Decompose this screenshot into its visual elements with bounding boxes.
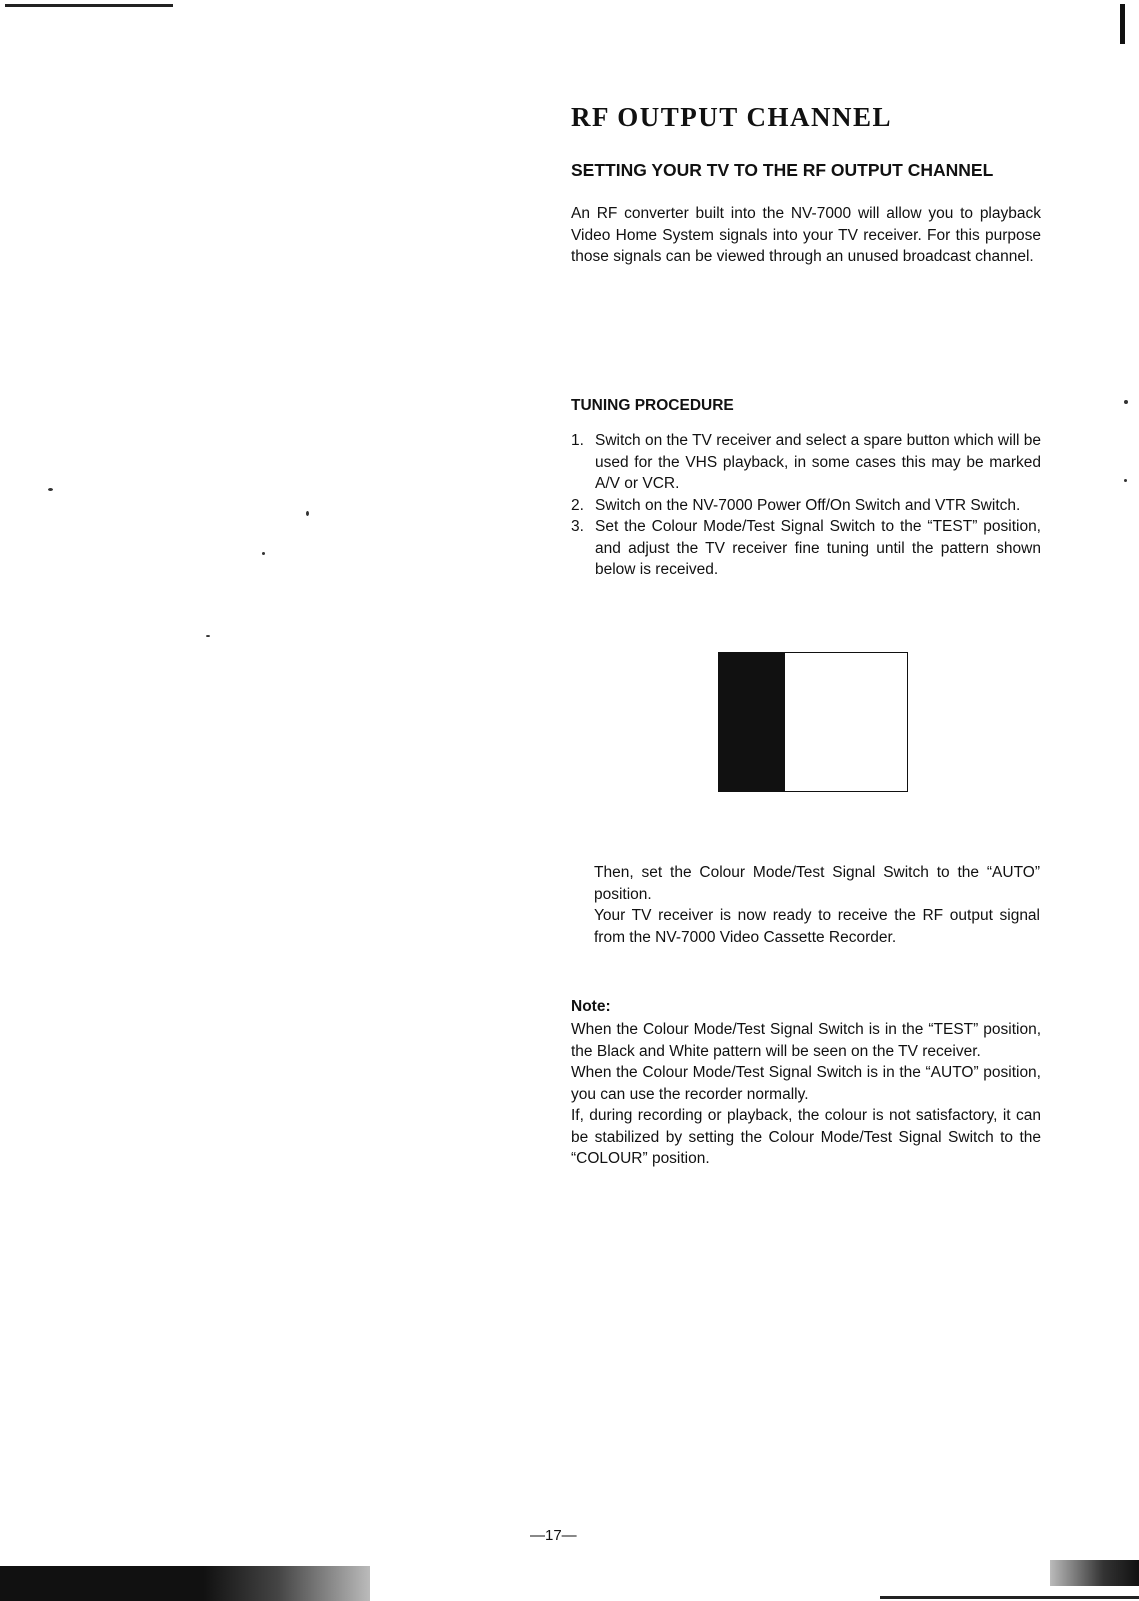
- step-number: 1.: [571, 432, 584, 449]
- scan-top-rule: [5, 4, 173, 7]
- list-item: [571, 516, 1041, 581]
- note-heading: Note:: [571, 998, 611, 1015]
- list-item: [571, 495, 1041, 517]
- test-pattern-figure: [718, 652, 908, 792]
- test-pattern-black-band: [719, 653, 785, 791]
- step-text: Switch on the TV receiver and select a spare button which will be used for the VHS playback, in some cases this may be marked A/V or VCR.: [595, 432, 1042, 492]
- intro-paragraph: An RF converter built into the NV-7000 will allow you to playback Video Home System signals into your TV receiver. For this purpose those signals can be viewed through an unused broadcast channel.: [571, 205, 1041, 265]
- step-number: 2.: [571, 496, 584, 514]
- step-text: Switch on the NV-7000 Power Off/On Switch and VTR Switch.: [595, 496, 1021, 514]
- page-number: —17—: [530, 1527, 577, 1544]
- scan-bottom-band: [0, 1566, 370, 1601]
- tuning-steps-list: [571, 430, 1041, 581]
- after-pattern-paragraph: Then, set the Colour Mode/Test Signal Switch to the “AUTO” position.: [594, 864, 1040, 903]
- step-number: 3.: [571, 518, 584, 535]
- after-pattern-paragraph: Your TV receiver is now ready to receive the RF output signal from the NV-7000 Video Cassette Recorder.: [594, 907, 1040, 946]
- scan-speck: [306, 511, 309, 516]
- step-text: Set the Colour Mode/Test Signal Switch to the “TEST” position, and adjust the TV receiver fine tuning until the pattern shown below is received.: [595, 518, 1041, 578]
- scan-bottom-band-right: [1050, 1560, 1139, 1586]
- scan-corner-bar: [1120, 4, 1125, 44]
- note-paragraph: If, during recording or playback, the colour is not satisfactory, it can be stabilized by setting the Colour Mode/Test Signal Switch to the “COLOUR” position.: [571, 1107, 1041, 1167]
- scan-speck: [1124, 400, 1128, 404]
- scan-speck: [262, 552, 265, 555]
- after-pattern-text: [594, 862, 1040, 948]
- tuning-procedure-heading: TUNING PROCEDURE: [571, 397, 734, 414]
- section-subtitle: SETTING YOUR TV TO THE RF OUTPUT CHANNEL: [571, 160, 994, 180]
- note-paragraph: When the Colour Mode/Test Signal Switch is in the “TEST” position, the Black and White pattern will be seen on the TV receiver.: [571, 1021, 1041, 1060]
- scan-bottom-rule: [880, 1596, 1139, 1599]
- scan-speck: [1124, 479, 1127, 482]
- note-paragraph: When the Colour Mode/Test Signal Switch is in the “AUTO” position, you can use the recorder normally.: [571, 1064, 1041, 1103]
- list-item: [571, 430, 1041, 495]
- note-body: [571, 1019, 1041, 1170]
- page-title: RF OUTPUT CHANNEL: [571, 102, 893, 132]
- scan-speck: [48, 488, 53, 491]
- scan-speck: [206, 635, 210, 637]
